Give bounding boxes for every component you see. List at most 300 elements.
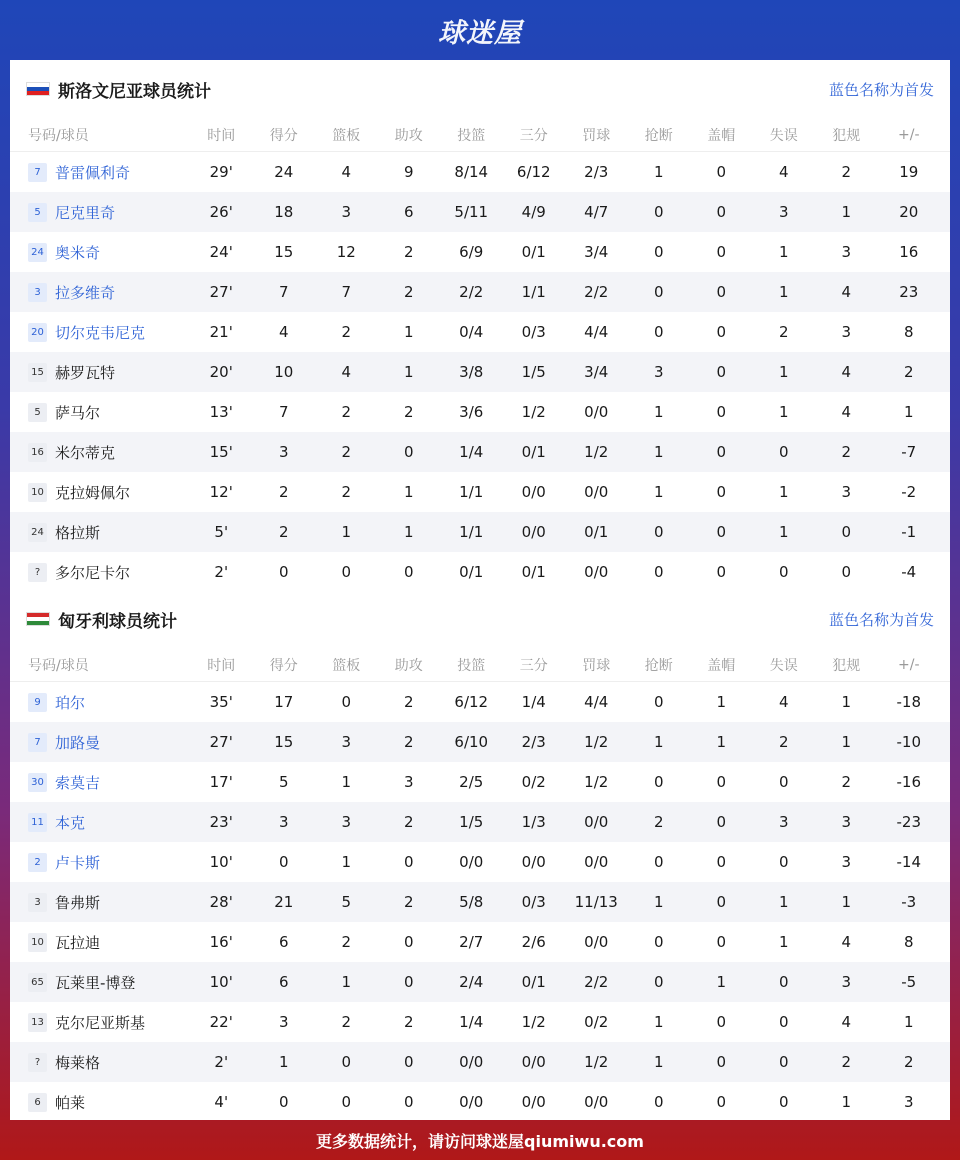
- column-header: 助攻: [394, 657, 423, 674]
- jersey-number-badge: 20: [28, 323, 47, 342]
- stat-cell: 2/3: [584, 163, 609, 181]
- player-row[interactable]: [10, 802, 950, 842]
- player-row[interactable]: [10, 1082, 950, 1122]
- stat-cell: 0: [653, 973, 664, 991]
- jersey-number-badge: 11: [28, 813, 47, 832]
- flag-icon: [26, 612, 50, 626]
- stat-cell: 1: [778, 933, 789, 951]
- stat-cell: 15: [274, 243, 294, 261]
- stat-cell: 1: [403, 523, 414, 541]
- team-section-slovenia: [10, 60, 950, 592]
- stat-cell: 21: [274, 893, 294, 911]
- column-header: 篮板: [332, 127, 361, 144]
- stat-cell: 0: [716, 813, 727, 831]
- stat-cell: 1: [841, 203, 852, 221]
- stat-cell: 5: [341, 893, 352, 911]
- stat-cell: 15': [209, 443, 233, 461]
- stat-cell: -3: [901, 893, 917, 911]
- player-name[interactable]: 梅莱格: [55, 1053, 101, 1072]
- jersey-number-badge: 15: [28, 363, 47, 382]
- stat-cell: 29': [209, 163, 233, 181]
- stat-cell: 2: [841, 163, 852, 181]
- stat-cell: 1: [903, 1013, 914, 1031]
- column-header: 罚球: [582, 657, 611, 674]
- column-header: 犯规: [832, 127, 861, 144]
- player-cell: [10, 362, 190, 383]
- stat-cell: 1: [841, 893, 852, 911]
- stat-cell: 0/1: [521, 243, 546, 261]
- stat-cell: 1: [341, 773, 352, 791]
- player-row[interactable]: [10, 512, 950, 552]
- footer-banner[interactable]: 更多数据统计，请访问球迷屋qiumiwu.com: [316, 1131, 644, 1151]
- stat-cell: 2: [841, 1053, 852, 1071]
- stat-cell: 0: [716, 163, 727, 181]
- stat-cell: 3/8: [459, 363, 484, 381]
- player-name[interactable]: 本克: [55, 813, 86, 832]
- stat-cell: 1/2: [521, 1013, 546, 1031]
- column-header: 犯规: [832, 657, 861, 674]
- stat-cell: 1/2: [584, 733, 609, 751]
- stat-cell: 2/5: [459, 773, 484, 791]
- stat-cell: 0: [841, 563, 852, 581]
- stat-cell: 1/5: [459, 813, 484, 831]
- table-header-row: [10, 648, 950, 682]
- player-cell: [10, 1052, 190, 1073]
- stat-cell: 4: [841, 403, 852, 421]
- stat-cell: 2/6: [521, 933, 546, 951]
- stat-cell: 1: [341, 973, 352, 991]
- stat-cell: 2: [341, 323, 352, 341]
- stat-cell: 0: [403, 933, 414, 951]
- stat-cell: 10': [209, 853, 233, 871]
- stat-cell: 3/4: [584, 243, 609, 261]
- player-row[interactable]: [10, 152, 950, 192]
- player-name[interactable]: 萨马尔: [55, 403, 101, 422]
- stat-cell: 2/2: [459, 283, 484, 301]
- stat-cell: 1: [403, 363, 414, 381]
- column-header: 号码/球员: [28, 657, 89, 674]
- stat-cell: 4: [841, 363, 852, 381]
- stat-cell: 0: [653, 283, 664, 301]
- stat-cell: 4': [214, 1093, 229, 1111]
- stat-cell: 1/1: [521, 283, 546, 301]
- stat-cell: 1: [841, 693, 852, 711]
- player-row[interactable]: [10, 882, 950, 922]
- jersey-number-badge: 6: [28, 1093, 47, 1112]
- player-row[interactable]: [10, 432, 950, 472]
- starter-legend-note: 蓝色名称为首发: [828, 80, 934, 99]
- jersey-number-badge: 10: [28, 933, 47, 952]
- stat-cell: 0: [716, 773, 727, 791]
- stat-cell: 4: [778, 163, 789, 181]
- stat-cell: 11/13: [574, 893, 618, 911]
- player-cell: [10, 442, 190, 463]
- stat-cell: 0: [716, 203, 727, 221]
- stat-cell: -5: [901, 973, 917, 991]
- jersey-number-badge: 9: [28, 693, 47, 712]
- stat-cell: 0/3: [521, 323, 546, 341]
- stat-cell: 0: [716, 893, 727, 911]
- stat-cell: 1: [653, 443, 664, 461]
- player-name[interactable]: 加路曼: [55, 733, 101, 752]
- stat-cell: 2: [341, 403, 352, 421]
- stat-cell: 3: [278, 443, 289, 461]
- jersey-number-badge: ?: [28, 563, 47, 582]
- stat-cell: 0/0: [459, 1093, 484, 1111]
- stat-cell: 0: [653, 563, 664, 581]
- player-name[interactable]: 拉多维奇: [55, 283, 116, 302]
- stat-cell: 0: [778, 1053, 789, 1071]
- stat-cell: 23': [209, 813, 233, 831]
- jersey-number-badge: 30: [28, 773, 47, 792]
- stat-cell: 0: [653, 203, 664, 221]
- stat-cell: 0: [403, 853, 414, 871]
- stat-cell: 4: [278, 323, 289, 341]
- stat-cell: 23: [899, 283, 919, 301]
- stat-cell: 1: [778, 403, 789, 421]
- stat-cell: 1: [841, 733, 852, 751]
- section-title: [26, 77, 211, 102]
- stat-cell: 26': [209, 203, 233, 221]
- stat-cell: 16: [899, 243, 919, 261]
- stat-cell: 0: [716, 1013, 727, 1031]
- stat-cell: 0/0: [584, 1093, 609, 1111]
- player-cell: [10, 812, 190, 833]
- player-row[interactable]: [10, 842, 950, 882]
- stat-cell: 27': [209, 283, 233, 301]
- player-name[interactable]: 克尔尼亚斯基: [55, 1013, 146, 1032]
- player-row[interactable]: [10, 232, 950, 272]
- player-row[interactable]: [10, 962, 950, 1002]
- column-header: 投篮: [457, 127, 486, 144]
- stat-cell: 18: [274, 203, 294, 221]
- app-header: [0, 0, 960, 60]
- stat-cell: 8: [903, 933, 914, 951]
- section-title-text: 斯洛文尼亚球员统计: [58, 81, 211, 102]
- stat-cell: 1: [716, 973, 727, 991]
- stat-cell: 3: [653, 363, 664, 381]
- column-header: 时间: [207, 127, 236, 144]
- column-header: 投篮: [457, 657, 486, 674]
- player-cell: [10, 892, 190, 913]
- stat-cell: 3: [841, 243, 852, 261]
- player-name[interactable]: 米尔蒂克: [55, 443, 116, 462]
- column-header: 失误: [769, 127, 798, 144]
- stat-cell: 3: [841, 853, 852, 871]
- starter-legend-note: 蓝色名称为首发: [828, 610, 934, 629]
- stat-cell: 4: [341, 163, 352, 181]
- stat-cell: 2: [841, 443, 852, 461]
- stat-cell: 2: [341, 443, 352, 461]
- jersey-number-badge: 65: [28, 973, 47, 992]
- jersey-number-badge: ?: [28, 1053, 47, 1072]
- player-name[interactable]: 赫罗瓦特: [55, 363, 116, 382]
- stat-cell: 0: [778, 773, 789, 791]
- player-row[interactable]: [10, 192, 950, 232]
- player-row[interactable]: [10, 722, 950, 762]
- stat-cell: 2: [903, 363, 914, 381]
- column-header: 得分: [269, 657, 298, 674]
- player-row[interactable]: [10, 272, 950, 312]
- stat-cell: 1/3: [521, 813, 546, 831]
- stat-cell: 1: [778, 363, 789, 381]
- stat-cell: 12: [336, 243, 356, 261]
- section-header: [10, 60, 950, 118]
- stat-cell: 2: [778, 733, 789, 751]
- stat-cell: 0: [716, 523, 727, 541]
- stat-cell: 4: [778, 693, 789, 711]
- player-cell: [10, 852, 190, 873]
- stat-cell: 0: [716, 363, 727, 381]
- stat-cell: 15: [274, 733, 294, 751]
- site-logo[interactable]: 球迷屋: [438, 17, 522, 49]
- player-name[interactable]: 珀尔: [55, 693, 86, 712]
- stat-cell: 28': [209, 893, 233, 911]
- stat-cell: 0/0: [584, 813, 609, 831]
- stat-cell: 2/2: [584, 283, 609, 301]
- stat-cell: 0/0: [584, 483, 609, 501]
- stat-cell: 0: [716, 1053, 727, 1071]
- stat-cell: -4: [901, 563, 917, 581]
- player-row[interactable]: [10, 392, 950, 432]
- stat-cell: 1: [778, 523, 789, 541]
- stat-cell: 2: [403, 693, 414, 711]
- player-cell: [10, 282, 190, 303]
- stat-cell: 0: [716, 483, 727, 501]
- player-cell: [10, 162, 190, 183]
- stat-cell: 27': [209, 733, 233, 751]
- stat-cell: 0/0: [584, 933, 609, 951]
- column-header: 号码/球员: [28, 127, 89, 144]
- stat-cell: 1/2: [521, 403, 546, 421]
- stat-cell: 0: [278, 853, 289, 871]
- stat-cell: 1: [403, 323, 414, 341]
- stat-cell: 0: [778, 1013, 789, 1031]
- stat-cell: 2: [903, 1053, 914, 1071]
- stat-cell: 5/8: [459, 893, 484, 911]
- stat-cell: 0/2: [584, 1013, 609, 1031]
- stat-cell: 10: [274, 363, 294, 381]
- stat-cell: 2: [341, 483, 352, 501]
- player-name[interactable]: 索莫吉: [55, 773, 101, 792]
- stat-cell: 0: [278, 1093, 289, 1111]
- stat-cell: 1: [653, 1053, 664, 1071]
- player-name[interactable]: 尼克里奇: [55, 203, 116, 222]
- jersey-number-badge: 5: [28, 403, 47, 422]
- player-cell: [10, 972, 190, 993]
- column-header: 罚球: [582, 127, 611, 144]
- stat-cell: 3: [778, 813, 789, 831]
- stat-cell: 2/7: [459, 933, 484, 951]
- stat-cell: 1: [778, 243, 789, 261]
- stat-cell: 0: [716, 933, 727, 951]
- stat-cell: -16: [896, 773, 921, 791]
- player-cell: [10, 402, 190, 423]
- player-name[interactable]: 切尔克韦尼克: [55, 323, 146, 342]
- stat-cell: 0: [403, 973, 414, 991]
- stat-cell: 1: [278, 1053, 289, 1071]
- stat-cell: 0/1: [459, 563, 484, 581]
- stat-cell: 3: [341, 733, 352, 751]
- stat-cell: 0: [716, 1093, 727, 1111]
- stat-cell: 0/0: [584, 563, 609, 581]
- stat-cell: 0: [778, 1093, 789, 1111]
- stat-cell: 8: [903, 323, 914, 341]
- flag-icon: [26, 82, 50, 96]
- player-cell: [10, 242, 190, 263]
- player-name[interactable]: 多尔尼卡尔: [55, 563, 131, 582]
- section-title: [26, 607, 177, 632]
- player-name[interactable]: 帕莱: [55, 1093, 86, 1112]
- stat-cell: 24': [209, 243, 233, 261]
- stat-cell: 20': [209, 363, 233, 381]
- column-header: 篮板: [332, 657, 361, 674]
- stat-cell: 0: [653, 523, 664, 541]
- stat-cell: 0: [716, 243, 727, 261]
- stat-cell: 0: [653, 853, 664, 871]
- player-name[interactable]: 普雷佩利奇: [55, 163, 131, 182]
- player-name[interactable]: 卢卡斯: [55, 853, 101, 872]
- column-header: +/-: [898, 656, 920, 673]
- stat-cell: 0: [778, 563, 789, 581]
- stat-cell: 1: [903, 403, 914, 421]
- stat-cell: 1/4: [459, 1013, 484, 1031]
- player-name[interactable]: 克拉姆佩尔: [55, 483, 131, 502]
- player-row[interactable]: [10, 1042, 950, 1082]
- stat-cell: 0: [653, 693, 664, 711]
- stat-cell: 0: [653, 773, 664, 791]
- stat-cell: 1: [653, 483, 664, 501]
- stat-cell: 1/1: [459, 523, 484, 541]
- stat-cell: 2': [214, 563, 229, 581]
- stat-cell: 4/9: [521, 203, 546, 221]
- stat-cell: 7: [278, 403, 289, 421]
- stat-cell: 0: [778, 853, 789, 871]
- player-cell: [10, 1012, 190, 1033]
- player-name[interactable]: 奥米奇: [55, 243, 101, 262]
- stat-cell: 0/1: [521, 563, 546, 581]
- stat-cell: 24: [274, 163, 294, 181]
- stat-cell: 2/3: [521, 733, 546, 751]
- stat-cell: 0: [403, 1093, 414, 1111]
- column-header: 得分: [269, 127, 298, 144]
- stat-cell: 0/0: [459, 853, 484, 871]
- stat-cell: 13': [209, 403, 233, 421]
- stat-cell: 0/1: [584, 523, 609, 541]
- stat-cell: 2: [778, 323, 789, 341]
- stat-cell: -14: [896, 853, 921, 871]
- player-name[interactable]: 鲁弗斯: [55, 893, 101, 912]
- jersey-number-badge: 10: [28, 483, 47, 502]
- stat-cell: 2: [403, 1013, 414, 1031]
- stat-cell: 3: [403, 773, 414, 791]
- section-title-text: 匈牙利球员统计: [58, 611, 177, 632]
- stat-cell: 2: [403, 243, 414, 261]
- stat-cell: 0/0: [459, 1053, 484, 1071]
- stat-cell: 2: [403, 283, 414, 301]
- stat-cell: 4: [841, 283, 852, 301]
- stat-cell: 1: [716, 693, 727, 711]
- stat-cell: 2: [341, 1013, 352, 1031]
- stat-cell: 2: [403, 403, 414, 421]
- stat-cell: 4: [841, 933, 852, 951]
- stat-cell: 2': [214, 1053, 229, 1071]
- stat-cell: 3: [841, 813, 852, 831]
- stat-cell: -18: [896, 693, 921, 711]
- player-row[interactable]: [10, 352, 950, 392]
- stat-cell: 6/12: [516, 163, 551, 181]
- stat-cell: 0: [403, 563, 414, 581]
- stat-cell: 0/0: [584, 853, 609, 871]
- stat-cell: 3: [841, 973, 852, 991]
- stat-cell: 7: [278, 283, 289, 301]
- stat-cell: 0/0: [584, 403, 609, 421]
- column-header: 盖帽: [707, 657, 736, 674]
- stat-cell: 2: [403, 733, 414, 751]
- stat-cell: 12': [209, 483, 233, 501]
- stat-cell: 1: [653, 403, 664, 421]
- jersey-number-badge: 2: [28, 853, 47, 872]
- column-header: 助攻: [394, 127, 423, 144]
- stat-cell: 1/5: [521, 363, 546, 381]
- player-cell: [10, 772, 190, 793]
- player-row[interactable]: [10, 682, 950, 722]
- stat-cell: 10': [209, 973, 233, 991]
- jersey-number-badge: 7: [28, 163, 47, 182]
- stat-cell: -1: [901, 523, 917, 541]
- player-row[interactable]: [10, 762, 950, 802]
- stat-cell: 0/0: [521, 853, 546, 871]
- stat-cell: 5: [278, 773, 289, 791]
- stat-cell: 0: [716, 283, 727, 301]
- stat-cell: 0: [278, 563, 289, 581]
- jersey-number-badge: 13: [28, 1013, 47, 1032]
- stat-cell: 6: [403, 203, 414, 221]
- player-row[interactable]: [10, 922, 950, 962]
- stat-cell: 6/12: [454, 693, 489, 711]
- player-row[interactable]: [10, 312, 950, 352]
- player-cell: [10, 692, 190, 713]
- stat-cell: 3/6: [459, 403, 484, 421]
- player-row[interactable]: [10, 552, 950, 592]
- player-cell: [10, 322, 190, 343]
- stat-cell: -23: [896, 813, 921, 831]
- player-row[interactable]: [10, 1002, 950, 1042]
- stat-cell: 1: [403, 483, 414, 501]
- column-header: 盖帽: [707, 127, 736, 144]
- stat-cell: 0: [653, 933, 664, 951]
- stat-cell: 5/11: [454, 203, 489, 221]
- stat-cell: 1/2: [584, 443, 609, 461]
- stat-cell: 0: [653, 243, 664, 261]
- stat-cell: 8/14: [454, 163, 489, 181]
- player-name[interactable]: 瓦莱里-博登: [55, 973, 136, 992]
- stat-cell: 6/9: [459, 243, 484, 261]
- player-name[interactable]: 瓦拉迪: [55, 933, 101, 952]
- stat-cell: 3: [778, 203, 789, 221]
- stat-cell: 0: [716, 563, 727, 581]
- stat-cell: 3: [903, 1093, 914, 1111]
- stat-cell: 0: [341, 1093, 352, 1111]
- stat-cell: 4/4: [584, 323, 609, 341]
- jersey-number-badge: 3: [28, 893, 47, 912]
- stat-cell: 4/7: [584, 203, 609, 221]
- stat-cell: 2: [278, 523, 289, 541]
- player-row[interactable]: [10, 472, 950, 512]
- stat-cell: 6: [278, 973, 289, 991]
- stat-cell: 4: [341, 363, 352, 381]
- player-name[interactable]: 格拉斯: [55, 523, 101, 542]
